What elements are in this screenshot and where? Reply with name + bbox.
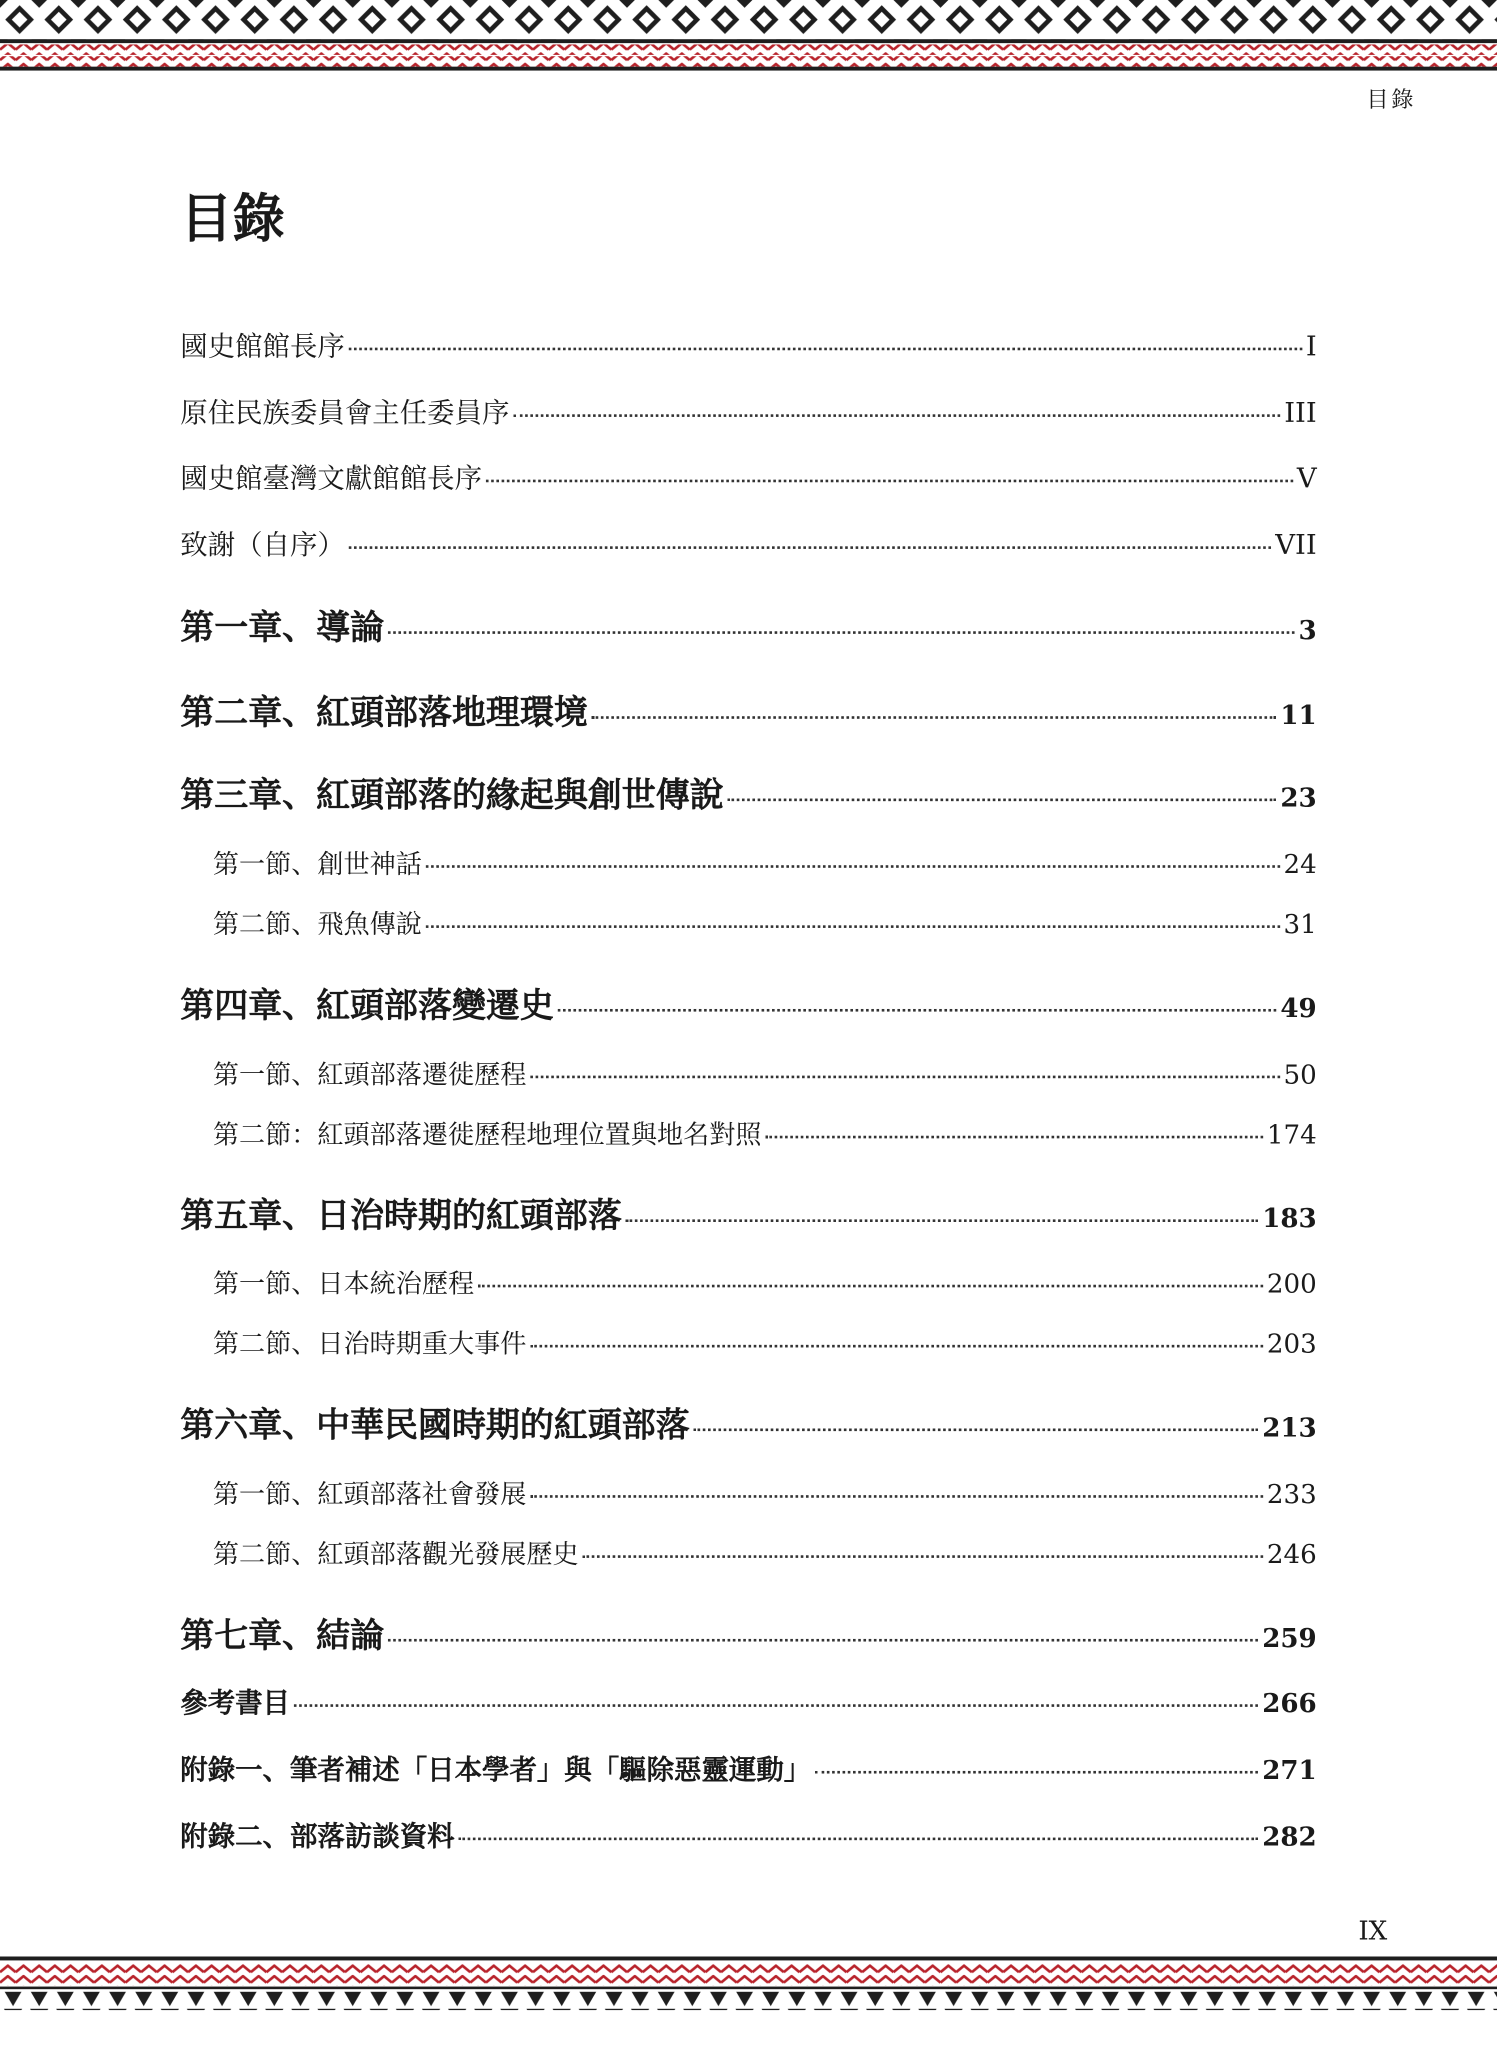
dot-leader xyxy=(349,546,1272,549)
toc-entry-page: 3 xyxy=(1298,614,1317,646)
toc-entry-label: 第七章、結論 xyxy=(180,1616,385,1656)
toc-section[interactable] xyxy=(213,1533,1317,1571)
page-title: 目錄 xyxy=(180,188,285,250)
dot-leader xyxy=(388,631,1295,634)
toc-back-entry[interactable] xyxy=(180,1749,1316,1788)
dot-leader xyxy=(626,1219,1259,1222)
toc-entry[interactable] xyxy=(180,457,1316,496)
toc-entry-label: 第二節、日治時期重大事件 xyxy=(212,1327,527,1360)
dot-leader xyxy=(478,1285,1263,1288)
dot-leader xyxy=(694,1428,1259,1431)
dot-leader xyxy=(459,1838,1259,1841)
toc-entry-label: 第二節、紅頭部落觀光發展歷史 xyxy=(212,1538,579,1570)
toc-entry[interactable] xyxy=(180,325,1316,364)
dot-leader xyxy=(530,1345,1263,1348)
toc-entry-page: 24 xyxy=(1283,848,1317,880)
toc-entry-page: 246 xyxy=(1266,1538,1317,1570)
toc-chapter-1[interactable] xyxy=(180,601,1316,649)
dot-leader xyxy=(388,1639,1258,1642)
toc-entry-page: 200 xyxy=(1266,1267,1317,1300)
dot-leader xyxy=(426,865,1280,868)
toc-entry-label: 國史館館長序 xyxy=(180,330,345,363)
toc-section[interactable] xyxy=(213,1114,1317,1152)
toc-entry-label: 原住民族委員會主任委員序 xyxy=(180,397,510,429)
toc-entry-page: 174 xyxy=(1266,1118,1317,1151)
toc-back-entry[interactable] xyxy=(180,1682,1316,1721)
toc-chapter-4[interactable] xyxy=(180,979,1316,1027)
toc-entry-label: 國史館臺灣文獻館館長序 xyxy=(180,462,483,495)
toc-entry-page: 259 xyxy=(1262,1621,1317,1654)
toc-back-entry[interactable] xyxy=(180,1815,1316,1854)
toc-entry-label: 第一節、日本統治歷程 xyxy=(212,1267,475,1300)
toc-section[interactable] xyxy=(213,1263,1317,1301)
dot-leader xyxy=(583,1555,1263,1558)
toc-entry-label: 第二節：紅頭部落遷徙歷程地理位置與地名對照 xyxy=(212,1118,762,1151)
toc-entry-label: 附錄二、部落訪談資料 xyxy=(180,1819,455,1852)
toc-entry-page: 233 xyxy=(1266,1478,1317,1510)
toc-section[interactable] xyxy=(213,1053,1317,1091)
toc-entry-page: I xyxy=(1305,330,1317,363)
top-ornament-band xyxy=(0,0,1497,72)
toc-section[interactable] xyxy=(213,903,1317,941)
toc-entry[interactable] xyxy=(180,524,1316,563)
toc-entry-page: 271 xyxy=(1262,1753,1317,1786)
page-number: IX xyxy=(1358,1914,1388,1947)
dot-leader xyxy=(294,1704,1258,1707)
toc-chapter-7[interactable] xyxy=(180,1609,1316,1657)
toc-entry-label: 第一節、紅頭部落社會發展 xyxy=(212,1478,527,1510)
toc-entry[interactable] xyxy=(180,392,1316,431)
toc-chapter-2[interactable] xyxy=(180,686,1316,734)
toc-entry-label: 第二節、飛魚傳說 xyxy=(212,908,422,940)
dot-leader xyxy=(486,480,1293,483)
toc-chapter-3[interactable] xyxy=(180,768,1316,816)
bottom-ornament-band xyxy=(0,1954,1497,2013)
dot-leader xyxy=(530,1495,1263,1498)
toc-entry-page: 31 xyxy=(1283,908,1317,940)
dot-leader xyxy=(558,1009,1277,1012)
dot-leader xyxy=(426,925,1280,928)
dot-leader xyxy=(765,1136,1262,1139)
dot-leader xyxy=(513,414,1280,417)
toc-entry-label: 致謝（自序） xyxy=(180,529,345,561)
toc-entry-page: 282 xyxy=(1262,1820,1317,1852)
toc-entry-label: 參考書目 xyxy=(180,1685,290,1719)
toc-section[interactable] xyxy=(213,1473,1317,1511)
toc-entry-label: 第五章、日治時期的紅頭部落 xyxy=(180,1197,622,1237)
toc-entry-page: 213 xyxy=(1262,1411,1317,1443)
toc-chapter-5[interactable] xyxy=(180,1189,1316,1237)
dot-leader xyxy=(530,1076,1279,1079)
toc-entry-page: VII xyxy=(1275,529,1317,561)
toc-entry-page: 203 xyxy=(1266,1327,1317,1360)
dot-leader xyxy=(728,799,1277,802)
toc-entry-label: 第一章、導論 xyxy=(180,609,385,649)
toc-section[interactable] xyxy=(213,843,1317,881)
toc-entry-page: 183 xyxy=(1262,1202,1317,1234)
toc-entry-label: 第三章、紅頭部落的緣起與創世傳說 xyxy=(180,776,724,816)
toc-entry-label: 第六章、中華民國時期的紅頭部落 xyxy=(180,1406,690,1446)
toc-entry-label: 第四章、紅頭部落變遷史 xyxy=(180,986,554,1026)
toc-entry-page: 49 xyxy=(1280,991,1317,1024)
toc-entry-label: 第二章、紅頭部落地理環境 xyxy=(180,693,588,734)
dot-leader xyxy=(592,716,1277,719)
toc-entry-page: 23 xyxy=(1280,781,1317,813)
toc-entry-page: 11 xyxy=(1280,699,1317,731)
toc-entry-label: 第一節、創世神話 xyxy=(212,848,422,880)
running-header: 目錄 xyxy=(1366,87,1417,114)
toc-entry-label: 第一節、紅頭部落遷徙歷程 xyxy=(212,1058,527,1090)
dot-leader xyxy=(815,1771,1258,1774)
toc-entry-page: V xyxy=(1296,462,1317,495)
toc-chapter-6[interactable] xyxy=(180,1398,1316,1446)
toc-entry-page: 50 xyxy=(1283,1058,1317,1090)
toc-entry-page: III xyxy=(1284,397,1317,429)
toc-section[interactable] xyxy=(213,1323,1317,1361)
toc-entry-label: 附錄一、筆者補述「日本學者」與「驅除惡靈運動」 xyxy=(180,1752,812,1786)
toc-entry-page: 266 xyxy=(1262,1687,1317,1719)
dot-leader xyxy=(349,348,1302,351)
